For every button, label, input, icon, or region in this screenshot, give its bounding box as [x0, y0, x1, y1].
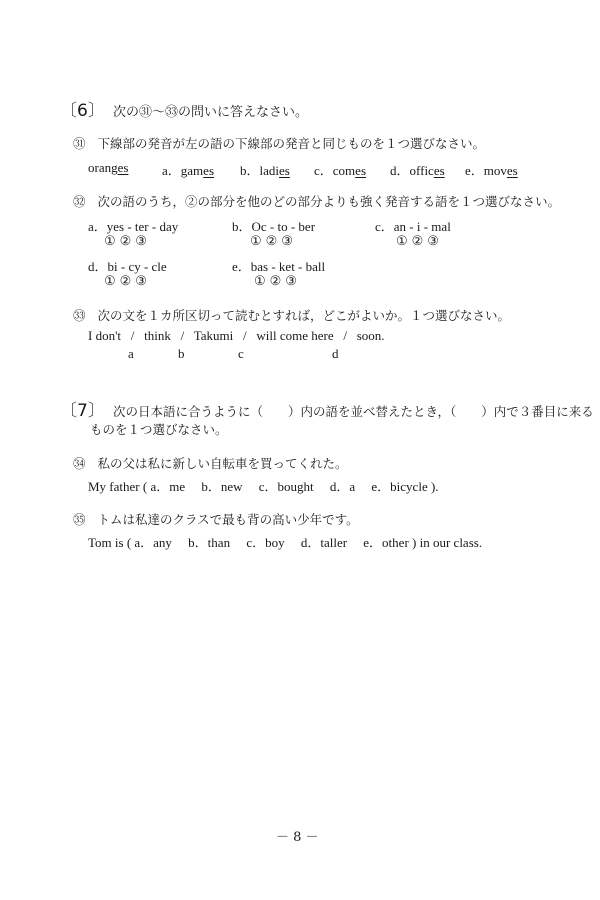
question-32-marks-e: ①②③: [254, 274, 301, 289]
question-34-sentence: My father ( a．me b．new c．bought d．a e．bicycle ).: [88, 479, 439, 494]
question-number: ㉟: [73, 512, 86, 527]
question-32-word-d: d．bi - cy - cle: [88, 259, 167, 274]
section-6-header: [60, 96, 308, 121]
question-text: 次の語のうち，②の部分を他のどの部分よりも強く発音する語を１つ選びなさい。: [97, 194, 561, 209]
question-33-letter-d: d: [332, 346, 339, 361]
section-number: 6: [77, 101, 88, 121]
question-31-base-word: oranges: [88, 160, 129, 175]
question-number: ㉛: [73, 136, 86, 151]
page-number: － 8 －: [276, 830, 319, 845]
question-32-marks-a: ①②③: [104, 234, 151, 249]
question-31-option-b: b．ladies: [240, 163, 290, 178]
section-bracket-open: 〔: [60, 101, 77, 121]
question-32-word-a: a．yes - ter - day: [88, 219, 179, 234]
section-7-header: [60, 396, 594, 421]
section-number: 7: [77, 401, 88, 421]
section-bracket-close: 〕: [87, 101, 105, 121]
section-7-instruction-cont: ものを１つ選びなさい。: [90, 422, 228, 437]
question-text: 次の文を１カ所区切って読むとすれば，どこがよいか。１つ選びなさい。: [97, 308, 511, 323]
section-instruction: 次の㉛～㉝の問いに答えなさい。: [112, 105, 308, 120]
question-34-prompt: [73, 454, 348, 472]
question-31-option-d: d．offices: [390, 163, 445, 178]
question-number: ㉝: [73, 308, 86, 323]
question-33-letter-a: a: [128, 346, 134, 361]
question-33-prompt: [73, 306, 510, 324]
section-bracket-close: 〕: [87, 401, 105, 421]
question-33-sentence: I don't / think / Takumi / will come here / soon.: [88, 328, 385, 343]
question-31-prompt: [73, 134, 485, 152]
question-35-prompt: [73, 510, 359, 528]
question-31-option-c: c．comes: [314, 163, 367, 178]
question-32-marks-b: ①②③: [250, 234, 297, 249]
question-31-option-e: e．moves: [465, 163, 518, 178]
question-32-marks-d: ①②③: [104, 274, 151, 289]
question-35-sentence: Tom is ( a．any b．than c．boy d．taller e．other ) in our class.: [88, 535, 483, 550]
question-33-letter-c: c: [238, 346, 244, 361]
question-number: ㉜: [73, 194, 86, 209]
question-32-word-b: b．Oc - to - ber: [232, 219, 316, 234]
question-32-marks-c: ①②③: [396, 234, 443, 249]
question-33-letter-b: b: [178, 346, 185, 361]
question-32-word-c: c．an - i - mal: [375, 219, 451, 234]
section-bracket-open: 〔: [60, 401, 77, 421]
question-number: ㉞: [73, 456, 86, 471]
question-text: トムは私達のクラスで最も背の高い少年です。: [97, 512, 359, 527]
question-32-word-e: e．bas - ket - ball: [232, 259, 326, 274]
question-31-option-a: a．games: [162, 163, 215, 178]
question-text: 下線部の発音が左の語の下線部の発音と同じものを１つ選びなさい。: [97, 136, 486, 151]
section-instruction: 次の日本語に合うように（ ）内の語を並べ替えたとき，（ ）内で３番目に来る: [112, 404, 594, 419]
question-text: 私の父は私に新しい自転車を買ってくれた。: [97, 456, 348, 471]
underlined-part: es: [117, 160, 129, 175]
question-32-prompt: [73, 192, 560, 210]
